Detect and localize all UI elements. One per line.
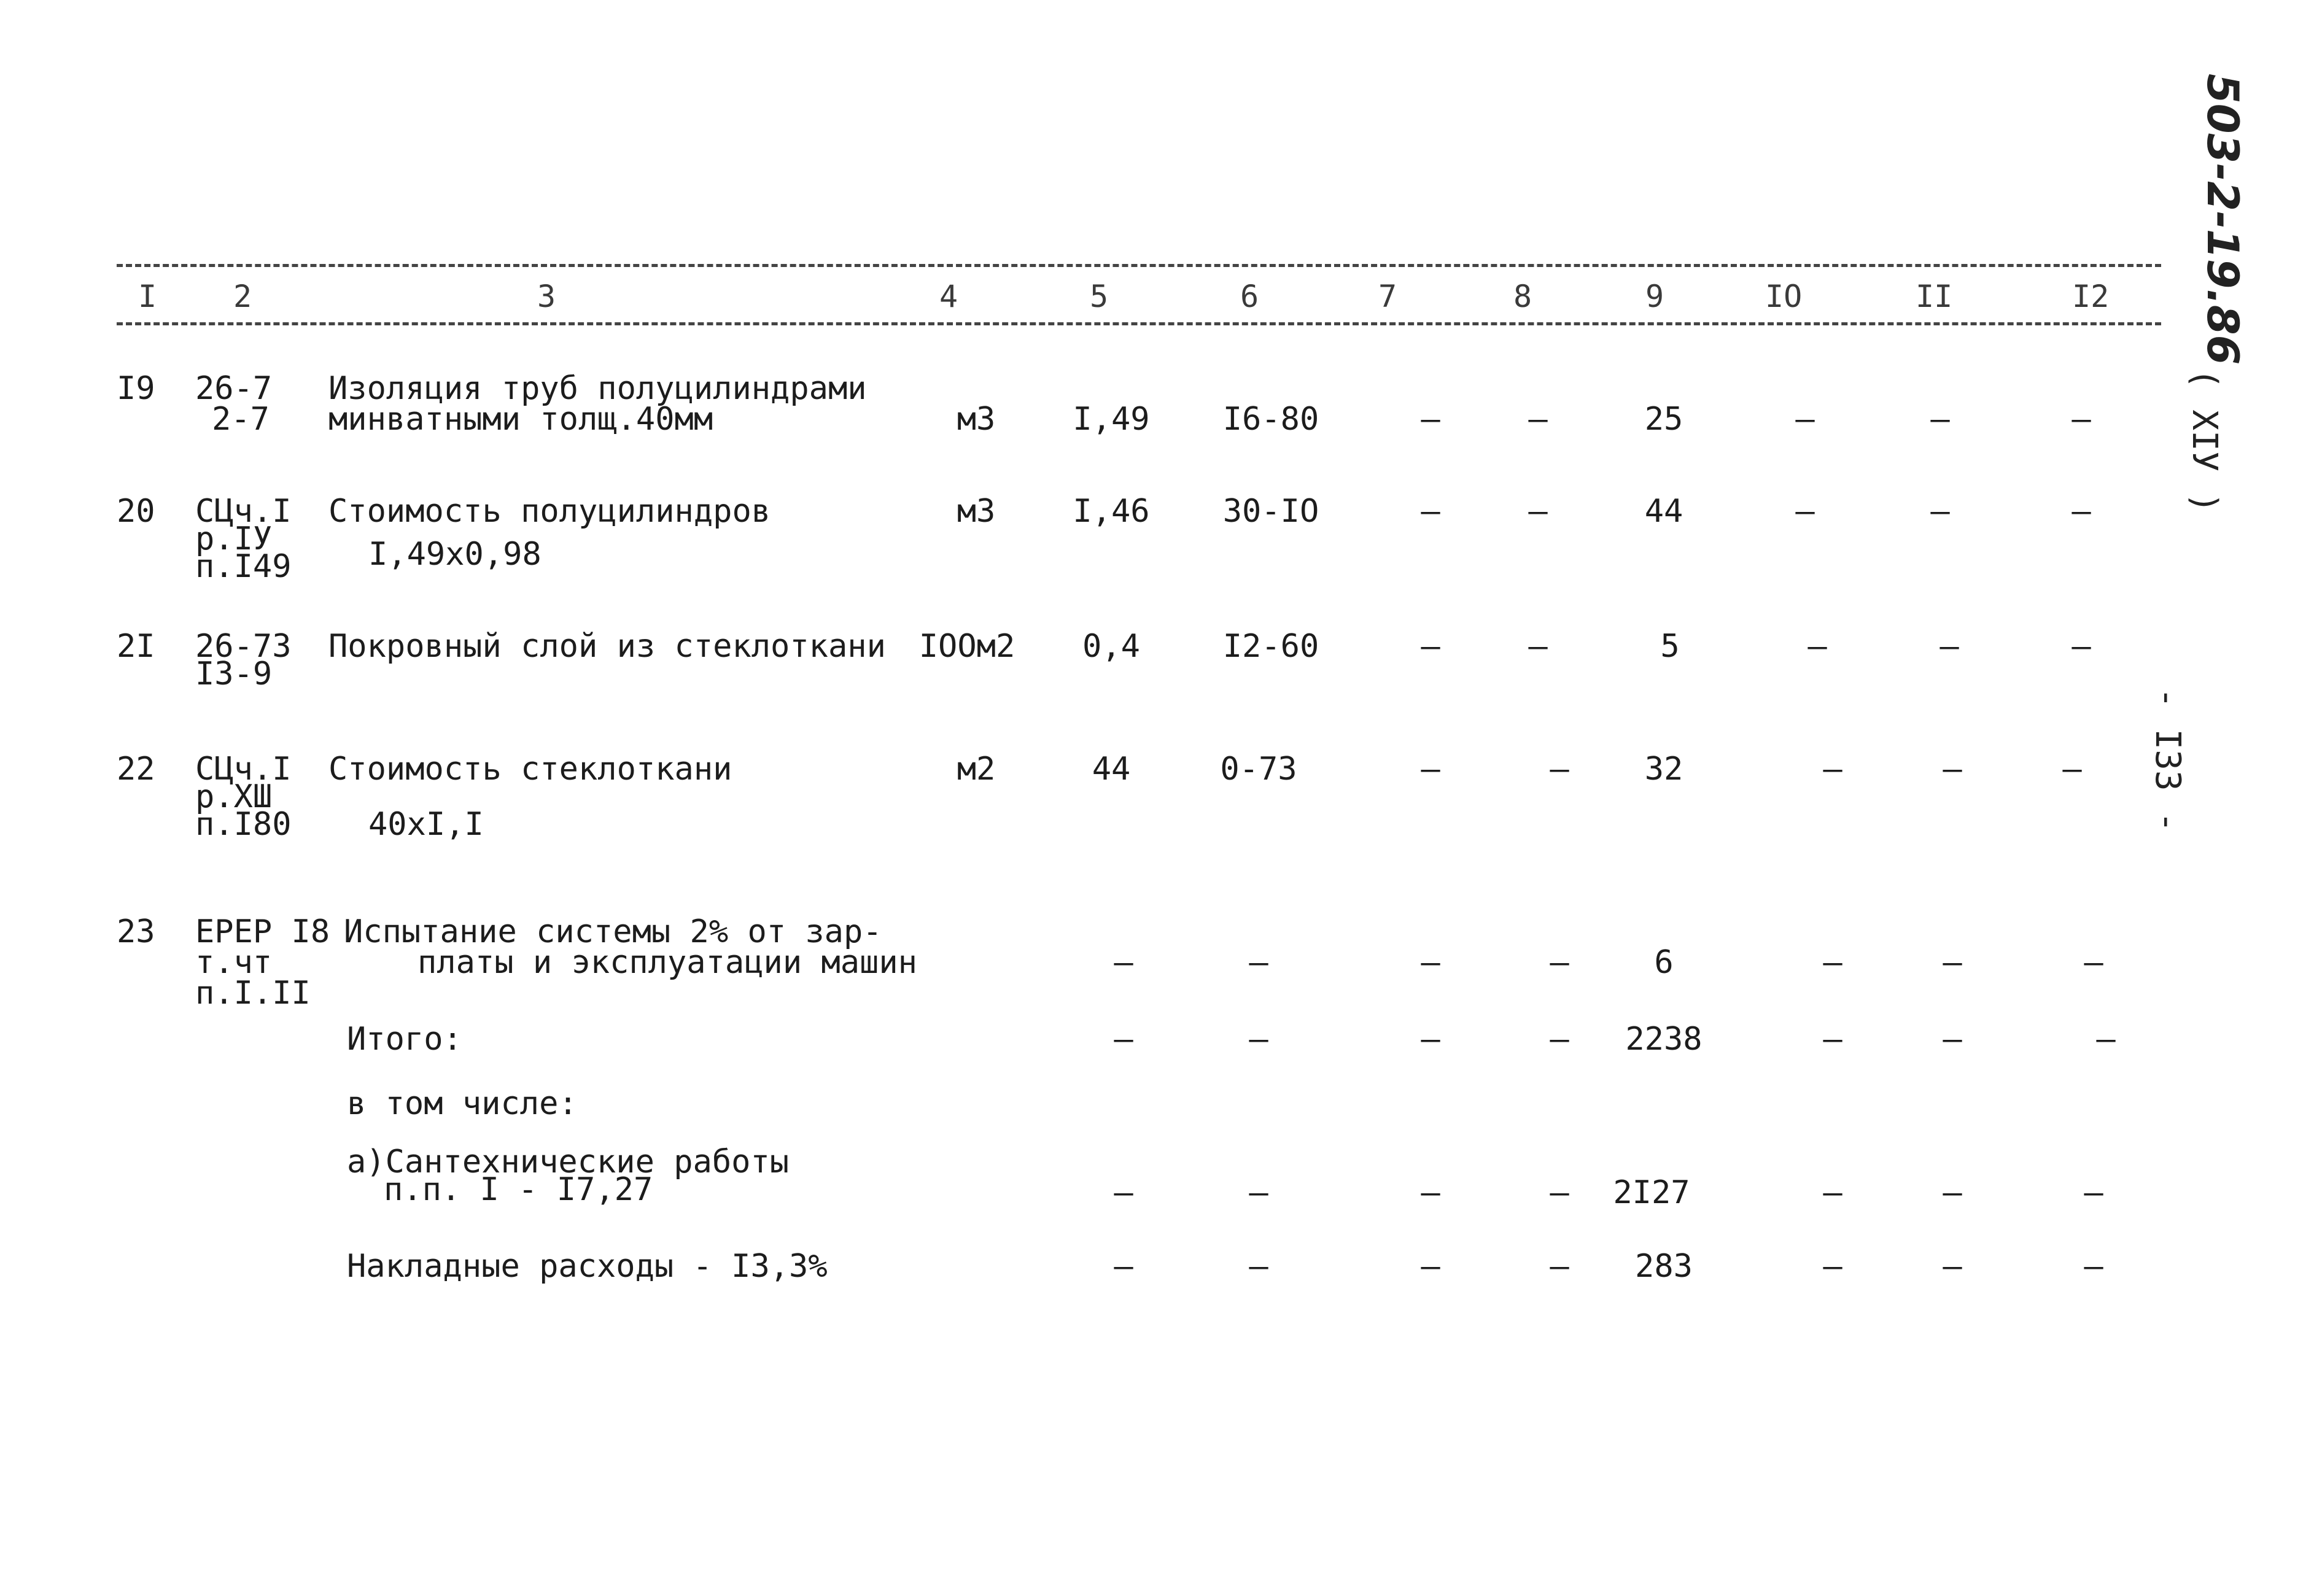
row-name-line: Стоимость стеклоткани [328, 751, 732, 788]
row-number: 2I [117, 628, 155, 665]
row-col8: – [1528, 493, 1548, 530]
row-code-line: 26-73 [195, 628, 292, 665]
row-price: I6-80 [1222, 401, 1319, 438]
total-col7: – [1421, 1021, 1440, 1058]
santech-col8: – [1550, 1174, 1569, 1211]
santech-label-line: п.п. I - I7,27 [384, 1171, 653, 1208]
row-code-line: СЦч.I [195, 751, 292, 788]
row-col11: – [1940, 628, 1959, 665]
row-col7: – [1421, 751, 1440, 788]
col-header-5: 5 [1090, 279, 1109, 314]
row-unit: м3 [957, 493, 996, 530]
santech-col5: – [1114, 1174, 1133, 1211]
row-col10: – [1808, 628, 1827, 665]
santech-col7: – [1421, 1174, 1440, 1211]
row-name-line: платы и эксплуатации машин [417, 944, 917, 981]
row-name-line: Стоимость полуцилиндров [328, 493, 771, 530]
santech-col6: – [1249, 1174, 1268, 1211]
row-code-line: т.чт [195, 944, 273, 981]
row-col10: – [1823, 944, 1842, 981]
row-col12: – [2072, 628, 2091, 665]
row-number: 23 [117, 913, 155, 950]
col-header-8: 8 [1513, 279, 1532, 314]
row-quantity: 44 [1092, 751, 1131, 788]
santech-col9: 2I27 [1613, 1174, 1690, 1211]
row-col7: – [1421, 493, 1440, 530]
row-code-line: р.IУ [195, 521, 273, 557]
row-col8: – [1528, 401, 1548, 438]
row-col11: – [1930, 401, 1950, 438]
overhead-col11: – [1943, 1248, 1962, 1285]
row-code-line: п.I80 [195, 806, 292, 843]
row-number: I9 [117, 370, 155, 407]
page-number: - I33 - [2148, 688, 2188, 833]
row-name-line: Покровный слой из стеклоткани [328, 628, 886, 665]
col-header-6: 6 [1240, 279, 1259, 314]
row-name-line: минватными толщ.40мм [328, 401, 713, 438]
row-name-line: Испытание системы 2% от зар- [344, 913, 882, 950]
row-price: – [1249, 944, 1268, 981]
row-col7: – [1421, 944, 1440, 981]
row-col7: – [1421, 628, 1440, 665]
row-col12: – [2084, 944, 2103, 981]
header-top-rule [117, 264, 2161, 267]
total-col8: – [1550, 1021, 1569, 1058]
col-header-2: 2 [233, 279, 252, 314]
col-header-11: II [1916, 279, 1953, 314]
santech-label-line: а)Сантехнические работы [347, 1144, 790, 1180]
row-col8: – [1550, 751, 1569, 788]
row-col9: 6 [1654, 944, 1674, 981]
row-col12: – [2062, 751, 2082, 788]
row-col11: – [1930, 493, 1950, 530]
row-price: I2-60 [1222, 628, 1319, 665]
row-col8: – [1528, 628, 1548, 665]
row-unit: м2 [957, 751, 996, 788]
header-bottom-rule [117, 322, 2161, 325]
santech-col10: – [1823, 1174, 1842, 1211]
row-code-line: п.I49 [195, 548, 292, 585]
row-col10: – [1823, 751, 1842, 788]
row-name-line: 40хI,I [368, 806, 484, 843]
row-col8: – [1550, 944, 1569, 981]
row-code-line: СЦч.I [195, 493, 292, 530]
col-header-1: I [138, 279, 157, 314]
overhead-col12: – [2084, 1248, 2103, 1285]
col-header-3: 3 [537, 279, 556, 314]
overhead-col5: – [1114, 1248, 1133, 1285]
row-col7: – [1421, 401, 1440, 438]
col-header-4: 4 [939, 279, 958, 314]
row-number: 20 [117, 493, 155, 530]
row-quantity: 0,4 [1082, 628, 1140, 665]
row-code-line: п.I.II [195, 975, 311, 1012]
overhead-col8: – [1550, 1248, 1569, 1285]
row-col9: 44 [1644, 493, 1683, 530]
row-price: 30-IO [1222, 493, 1319, 530]
santech-col12: – [2084, 1174, 2103, 1211]
row-number: 22 [117, 751, 155, 788]
row-price: 0-73 [1220, 751, 1297, 788]
including-label: в том числе: [347, 1085, 578, 1122]
col-header-12: I2 [2072, 279, 2110, 314]
row-unit: м3 [957, 401, 996, 438]
row-name-line: Изоляция труб полуцилиндрами [328, 370, 867, 407]
row-col11: – [1943, 751, 1962, 788]
row-col9: 5 [1660, 628, 1680, 665]
total-col10: – [1823, 1021, 1842, 1058]
row-code-line: 26-7 [195, 370, 273, 407]
row-col10: – [1795, 401, 1815, 438]
overhead-col9: 283 [1635, 1248, 1693, 1285]
overhead-col10: – [1823, 1248, 1842, 1285]
row-code-line: р.XШ [195, 778, 273, 815]
row-name-line: I,49х0,98 [368, 536, 542, 573]
overhead-col7: – [1421, 1248, 1440, 1285]
row-col9: 25 [1644, 401, 1683, 438]
row-quantity: I,49 [1073, 401, 1150, 438]
santech-col11: – [1943, 1174, 1962, 1211]
row-quantity: – [1114, 944, 1133, 981]
row-code-line: 2-7 [212, 401, 270, 438]
total-col6: – [1249, 1021, 1268, 1058]
row-col11: – [1943, 944, 1962, 981]
col-header-7: 7 [1378, 279, 1397, 314]
total-col12: – [2096, 1021, 2116, 1058]
row-code-line: I3-9 [195, 656, 273, 692]
row-col9: 32 [1644, 751, 1683, 788]
row-col12: – [2072, 401, 2091, 438]
row-col10: – [1795, 493, 1815, 530]
row-col12: – [2072, 493, 2091, 530]
total-col5: – [1114, 1021, 1133, 1058]
total-col11: – [1943, 1021, 1962, 1058]
overhead-label: Накладные расходы - I3,3% [347, 1248, 828, 1285]
total-label: Итого: [347, 1021, 462, 1058]
row-code-line: ЕРЕР I8 [195, 913, 330, 950]
document-code: 503-2-19.86 [2197, 74, 2248, 365]
col-header-9: 9 [1645, 279, 1664, 314]
total-col9: 2238 [1625, 1021, 1703, 1058]
row-unit: IOOм2 [918, 628, 1015, 665]
album-number: ( XIУ ) [2184, 368, 2224, 514]
overhead-col6: – [1249, 1248, 1268, 1285]
row-quantity: I,46 [1073, 493, 1150, 530]
col-header-10: IO [1765, 279, 1803, 314]
